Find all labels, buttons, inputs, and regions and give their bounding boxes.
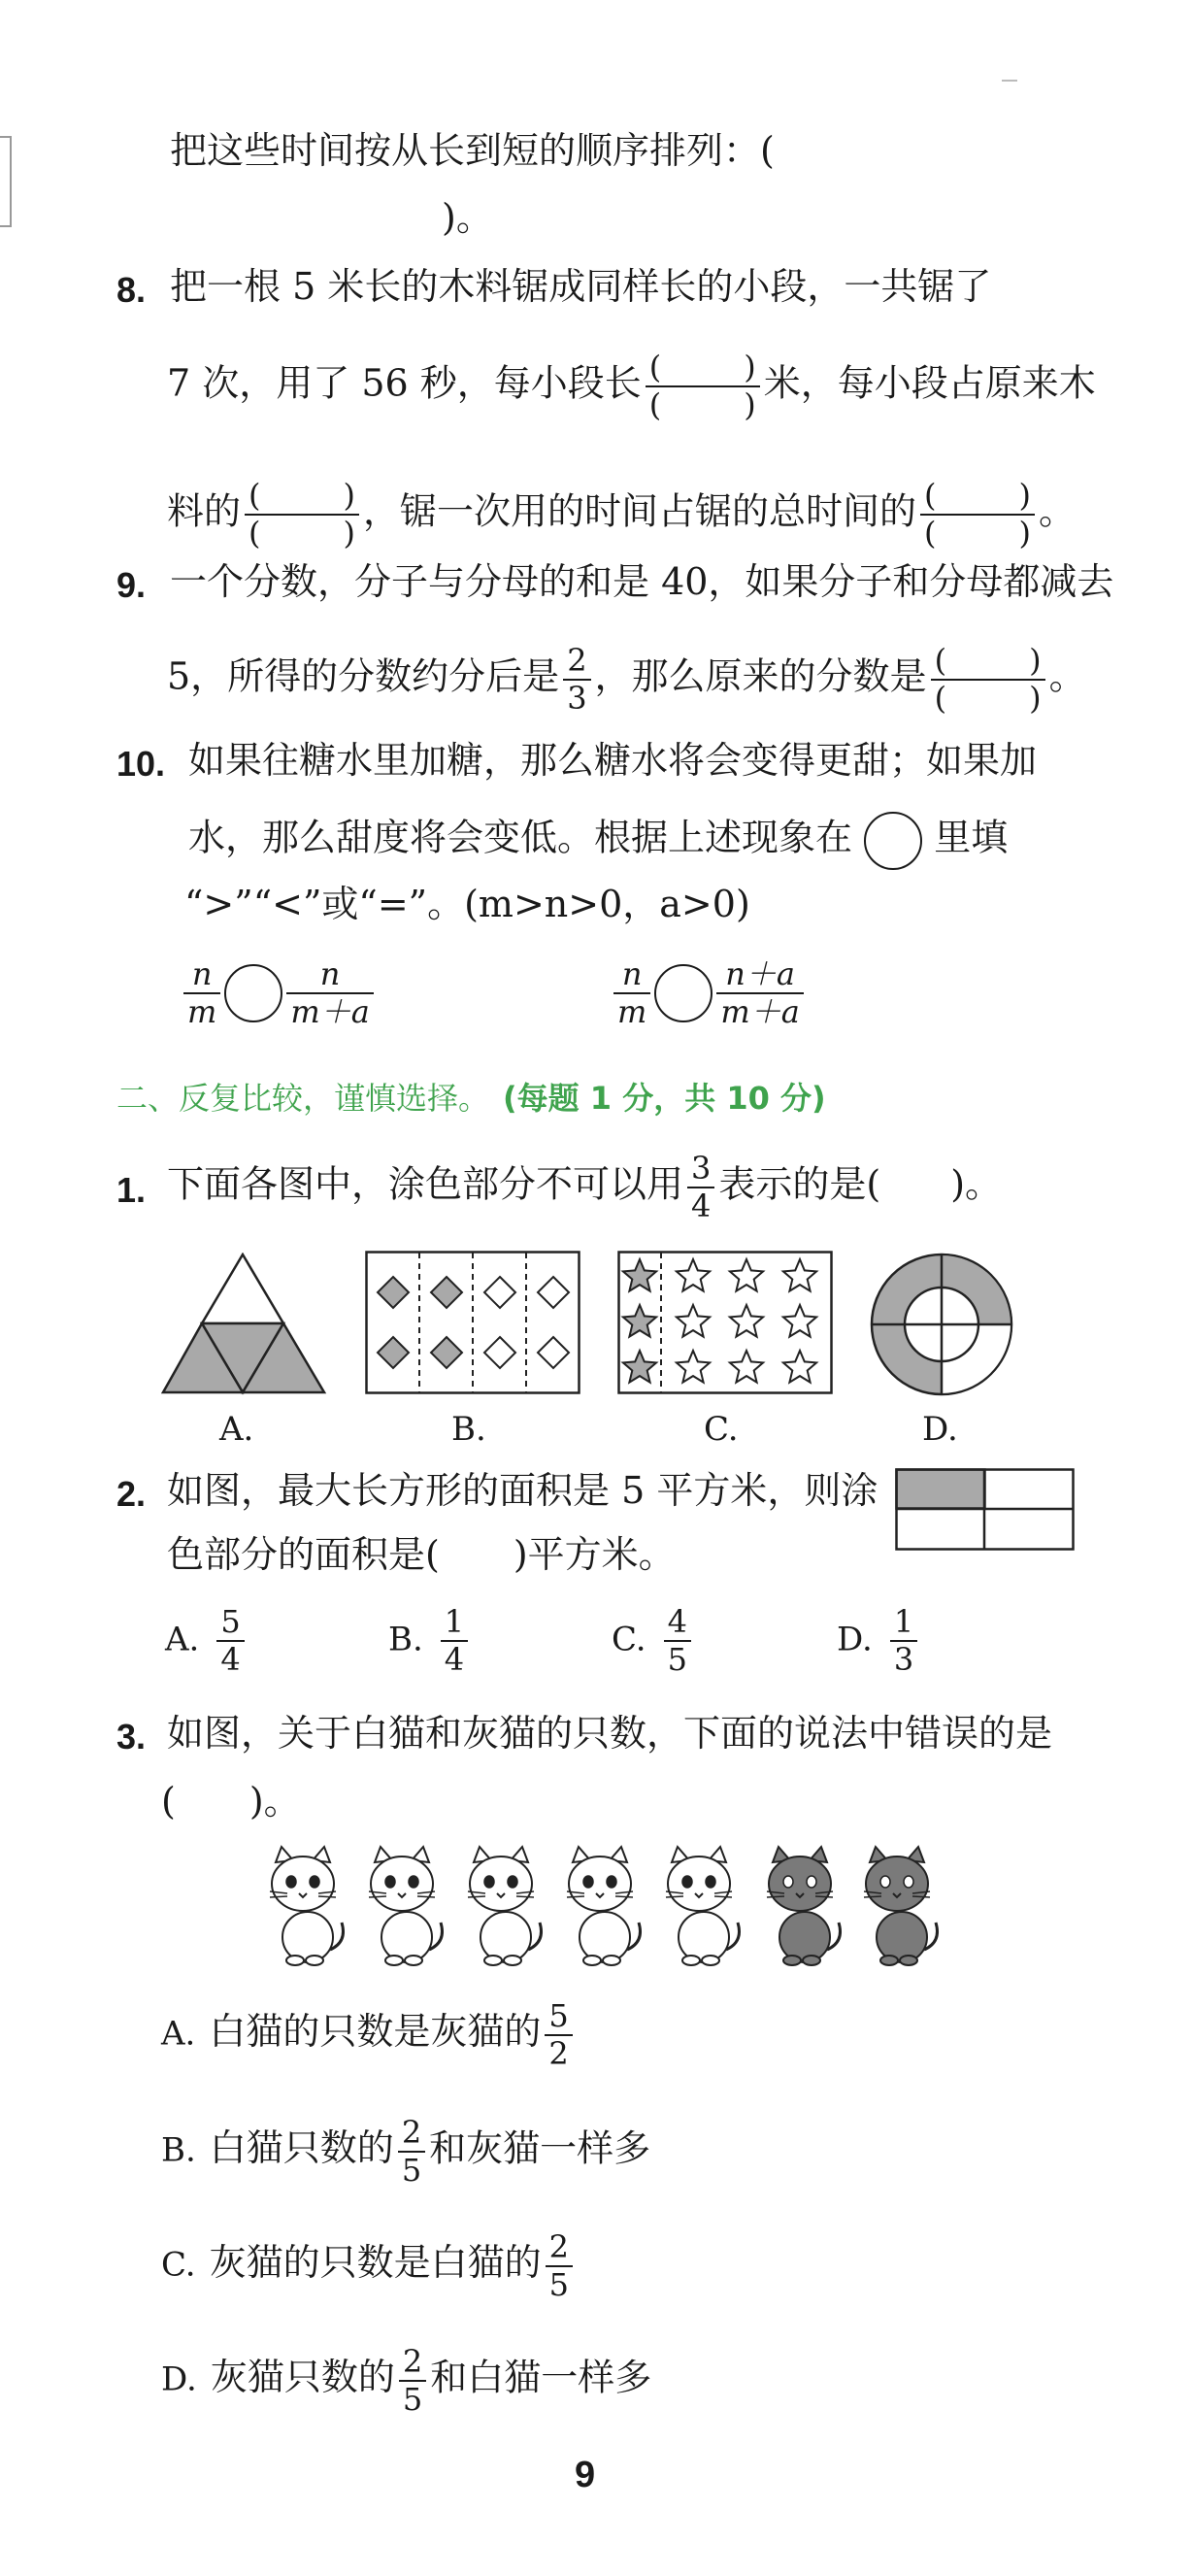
gray-cat-icon [751, 1845, 848, 1966]
c2-option-b[interactable]: B. $\frac{1}{4}$ [388, 1604, 472, 1678]
fraction: $\frac{n+a}{m+a}$ [716, 956, 803, 1030]
c3-line2: ( )。 [161, 1780, 301, 1823]
q10-line2-text-a: 水，那么甜度将会变低。根据上述现象在 [188, 816, 853, 859]
question-number: 10. [116, 744, 166, 784]
answer-fraction-blank[interactable]: ( ) ( ) [920, 478, 1035, 552]
q10-line3: “>”“<”或“=”。(m>n>0，a>0) [184, 883, 750, 925]
fraction: $\frac{n}{m}$ [183, 956, 220, 1030]
fraction: $\frac{1}{3}$ [890, 1604, 917, 1678]
q10-line2-text-b: 里填 [934, 816, 1009, 859]
question-number: 9. [116, 565, 147, 605]
compare-circle-blank[interactable] [654, 964, 712, 1022]
figure-label-c[interactable]: C. [704, 1410, 739, 1449]
q8-line3-text-c: 。 [1039, 489, 1077, 533]
section-score-note: (每题 1 分，共 10 分) [503, 1080, 826, 1117]
fraction: $\frac{2}{5}$ [546, 2229, 573, 2303]
q8-line2-text-a: 7 次，用了 56 秒，每小段长 [167, 361, 642, 405]
c1-text-a: 下面各图中，涂色部分不可以用 [167, 1162, 684, 1206]
fraction: $\frac{5}{2}$ [545, 1998, 572, 2072]
prev-question-line1: 把这些时间按从长到短的顺序排列：( [170, 129, 775, 172]
fraction: $\frac{n}{m}$ [613, 956, 650, 1030]
white-cat-icon [353, 1845, 450, 1966]
fraction: $\frac{n}{m+a}$ [286, 956, 373, 1030]
q9-line2-text-a: 5，所得的分数约分后是 [167, 654, 560, 698]
fraction: $\frac{5}{4}$ [216, 1604, 244, 1678]
q9-line1: 一个分数，分子与分母的和是 40，如果分子和分母都减去 [170, 560, 1114, 603]
c2-line2: 色部分的面积是( )平方米。 [167, 1533, 676, 1576]
fraction: $\frac{4}{5}$ [664, 1604, 691, 1678]
diamond-grid-figure [365, 1251, 580, 1394]
q8-line1: 把一根 5 米长的木料锯成同样长的小段，一共锯了 [170, 265, 992, 308]
white-cat-icon [650, 1845, 747, 1966]
q8-line3 [167, 478, 1076, 552]
binding-margin-mark [0, 136, 12, 227]
top-corner-mark [1002, 80, 1017, 82]
q10-compare-left [180, 956, 378, 1030]
c1-stem [167, 1151, 1002, 1224]
q9-line2-text-b: ，那么原来的分数是 [594, 654, 927, 698]
q8-line3-text-b: ，锯一次用的时间占锯的总时间的 [363, 489, 917, 533]
ring-figure [870, 1253, 1013, 1396]
gray-cat-icon [848, 1845, 945, 1966]
fraction: $\frac{2}{3}$ [563, 643, 590, 717]
figure-label-b[interactable]: B. [451, 1410, 486, 1449]
c2-line1: 如图，最大长方形的面积是 5 平方米，则涂 [167, 1469, 878, 1512]
question-number: 2. [116, 1474, 147, 1514]
white-cat-icon [452, 1845, 549, 1966]
white-cat-icon [551, 1845, 648, 1966]
c2-option-d[interactable]: D. $\frac{1}{3}$ [837, 1604, 921, 1678]
c3-option-a[interactable]: A. 白猫的只数是灰猫的 $\frac{5}{2}$ [161, 1998, 577, 2072]
question-number: 3. [116, 1717, 147, 1756]
q10-compare-right [610, 956, 808, 1030]
white-cat-icon [254, 1845, 351, 1966]
c1-text-b: 表示的是( [718, 1162, 881, 1206]
c2-option-c[interactable]: C. $\frac{4}{5}$ [612, 1604, 695, 1678]
c1-text-c: )。 [950, 1162, 1003, 1206]
figure-label-d[interactable]: D. [922, 1410, 958, 1449]
star-grid-figure [617, 1251, 833, 1394]
prev-question-line2: )。 [442, 196, 493, 239]
c2-option-a[interactable]: A. $\frac{5}{4}$ [165, 1604, 249, 1678]
q9-line2-text-c: 。 [1048, 654, 1086, 698]
c3-option-d[interactable]: D. 灰猫只数的 $\frac{2}{5}$ 和白猫一样多 [161, 2343, 652, 2418]
page-number: 9 [575, 2455, 596, 2495]
c3-option-c[interactable]: C. 灰猫的只数是白猫的 $\frac{2}{5}$ [161, 2229, 577, 2303]
cats-illustration [254, 1845, 973, 1971]
fraction: $\frac{1}{4}$ [441, 1604, 468, 1678]
q10-line2 [188, 812, 1008, 870]
c3-line1: 如图，关于白猫和灰猫的只数，下面的说法中错误的是 [167, 1712, 1053, 1755]
fraction: $\frac{3}{4}$ [687, 1151, 714, 1224]
section-heading [116, 1074, 826, 1119]
q8-line3-text-a: 料的 [167, 489, 242, 533]
q8-line2 [167, 350, 1096, 423]
question-number: 8. [116, 270, 147, 310]
question-number: 1. [116, 1170, 147, 1210]
fraction: $\frac{2}{5}$ [399, 2344, 426, 2418]
figure-label-a[interactable]: A. [219, 1410, 254, 1449]
q8-line2-text-b: 米，每小段占原来木 [763, 361, 1096, 405]
fraction: $\frac{2}{5}$ [398, 2115, 425, 2189]
rectangle-figure [895, 1468, 1076, 1552]
answer-fraction-blank[interactable]: ( ) ( ) [245, 478, 359, 552]
answer-fraction-blank[interactable]: ( ) ( ) [646, 350, 760, 423]
q9-line2 [167, 643, 1086, 717]
q10-line1: 如果往糖水里加糖，那么糖水将会变得更甜；如果加 [188, 739, 1038, 782]
c3-option-b[interactable]: B. 白猫只数的 $\frac{2}{5}$ 和灰猫一样多 [161, 2114, 651, 2189]
compare-circle-blank[interactable] [864, 812, 922, 870]
triangle-figure [161, 1253, 328, 1396]
answer-fraction-blank[interactable]: ( ) ( ) [931, 643, 1045, 717]
section-title: 二、反复比较，谨慎选择。 [116, 1080, 490, 1117]
compare-circle-blank[interactable] [224, 964, 282, 1022]
